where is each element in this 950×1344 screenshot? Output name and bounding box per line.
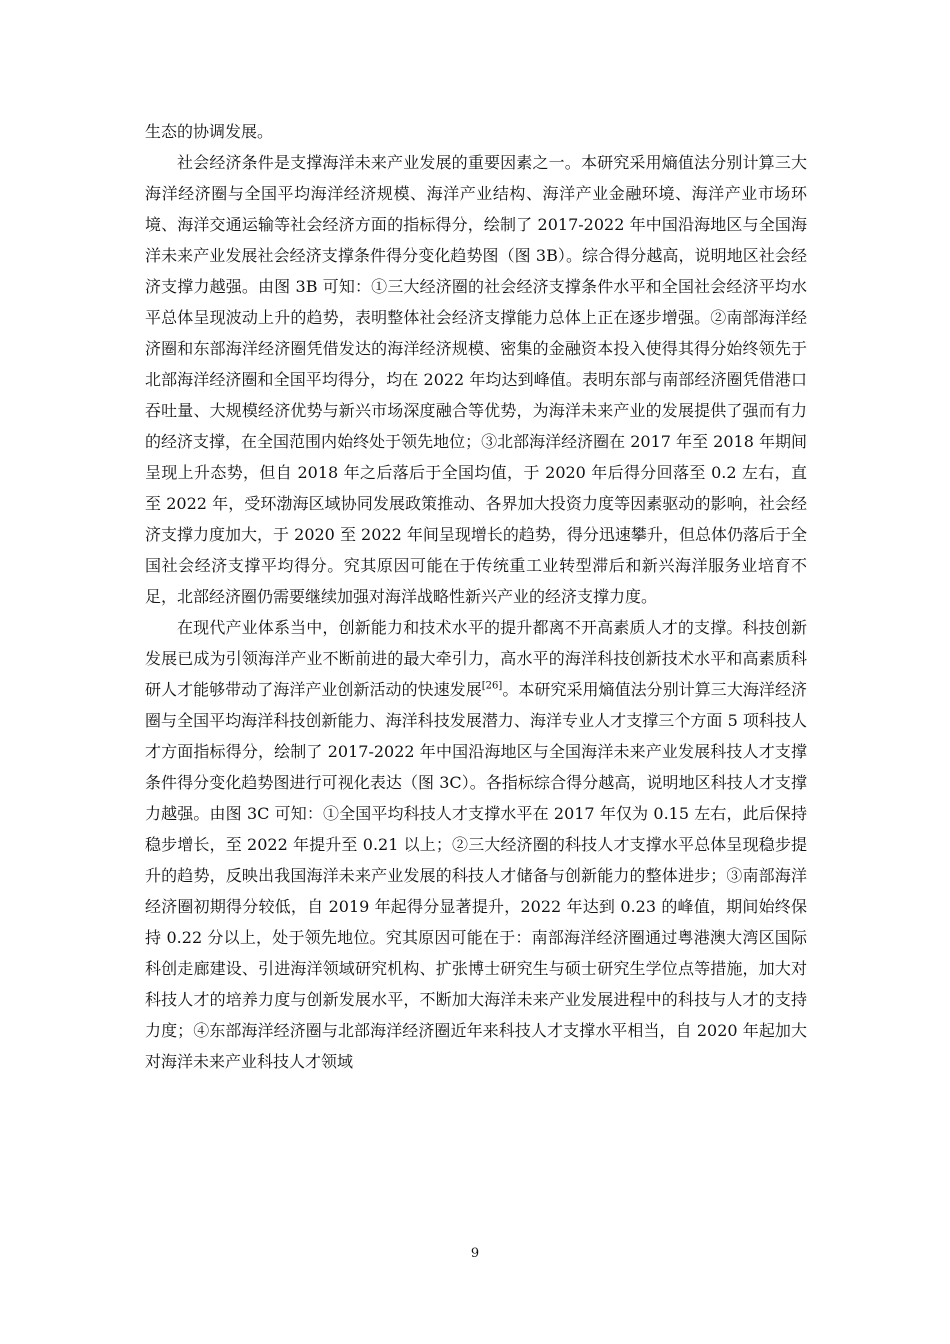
paragraph-text-part-1: 在现代产业体系当中，创新能力和技术水平的提升都离不开高素质人才的支撑。科技创新发展已成为引领海洋产业不断前进的最大牵引力，高水平的海洋科技创新技术水平和高素质科研人才能够带动了海洋产业创新活动的快速发展 (145, 618, 807, 699)
citation-reference: [26] (481, 680, 503, 692)
paragraph-tech-talent-support (145, 612, 807, 1077)
document-page (145, 116, 807, 1077)
paragraph-text-part-2: 。本研究采用熵值法分别计算三大海洋经济圈与全国平均海洋科技创新能力、海洋科技发展潜力、海洋专业人才支撑三个方面 5 项科技人才方面指标得分，绘制了 2017-2022 年中国沿海地区与全国海洋未来产业发展科技人才支撑条件得分变化趋势图进行可视化表达（图 3C）。各指标综合得分越高，说明地区科技人才支撑力越强。由图 3C 可知：①全国平均科技人才支撑水平在 2017 年仅为 0.15 左右，此后保持稳步增长，至 2022 年提升至 0.21 以上；②三大经济圈的科技人才支撑水平总体呈现稳步提升的趋势，反映出我国海洋未来产业发展的科技人才储备与创新能力的整体进步；③南部海洋经济圈初期得分较低，自 2019 年起得分显著提升，2022 年达到 0.23 的峰值，期间始终保持 0.22 分以上，处于领先地位。究其原因可能在于：南部海洋经济圈通过粤港澳大湾区国际科创走廊建设、引进海洋领域研究机构、扩张博士研究生与硕士研究生学位点等措施，加大对科技人才的培养力度与创新发展水平，不断加大海洋未来产业发展进程中的科技与人才的支持力度；④东部海洋经济圈与北部海洋经济圈近年来科技人才支撑水平相当，自 2020 年起加大对海洋未来产业科技人才领域 (145, 680, 807, 1071)
paragraph-continuation: 生态的协调发展。 (145, 122, 274, 141)
paragraph-socioeconomic-support: 社会经济条件是支撑海洋未来产业发展的重要因素之一。本研究采用熵值法分别计算三大海洋经济圈与全国平均海洋经济规模、海洋产业结构、海洋产业金融环境、海洋产业市场环境、海洋交通运输等社会经济方面的指标得分，绘制了 2017-2022 年中国沿海地区与全国海洋未来产业发展社会经济支撑条件得分变化趋势图（图 3B）。综合得分越高，说明地区社会经济支撑力越强。由图 3B 可知：①三大经济圈的社会经济支撑条件水平和全国社会经济平均水平总体呈现波动上升的趋势，表明整体社会经济支撑能力总体上正在逐步增强。②南部海洋经济圈和东部海洋经济圈凭借发达的海洋经济规模、密集的金融资本投入使得其得分始终领先于北部海洋经济圈和全国平均得分，均在 2022 年均达到峰值。表明东部与南部经济圈凭借港口吞吐量、大规模经济优势与新兴市场深度融合等优势，为海洋未来产业的发展提供了强而有力的经济支撑，在全国范围内始终处于领先地位；③北部海洋经济圈在 2017 年至 2018 年期间呈现上升态势，但自 2018 年之后落后于全国均值，于 2020 年后得分回落至 0.2 左右，直至 2022 年，受环渤海区域协同发展政策推动、各界加大投资力度等因素驱动的影响，社会经济支撑力度加大，于 2020 至 2022 年间呈现增长的趋势，得分迅速攀升，但总体仍落后于全国社会经济支撑平均得分。究其原因可能在于传统重工业转型滞后和新兴海洋服务业培育不足，北部经济圈仍需要继续加强对海洋战略性新兴产业的经济支撑力度。 (145, 153, 807, 606)
page-number: 9 (470, 1246, 480, 1261)
